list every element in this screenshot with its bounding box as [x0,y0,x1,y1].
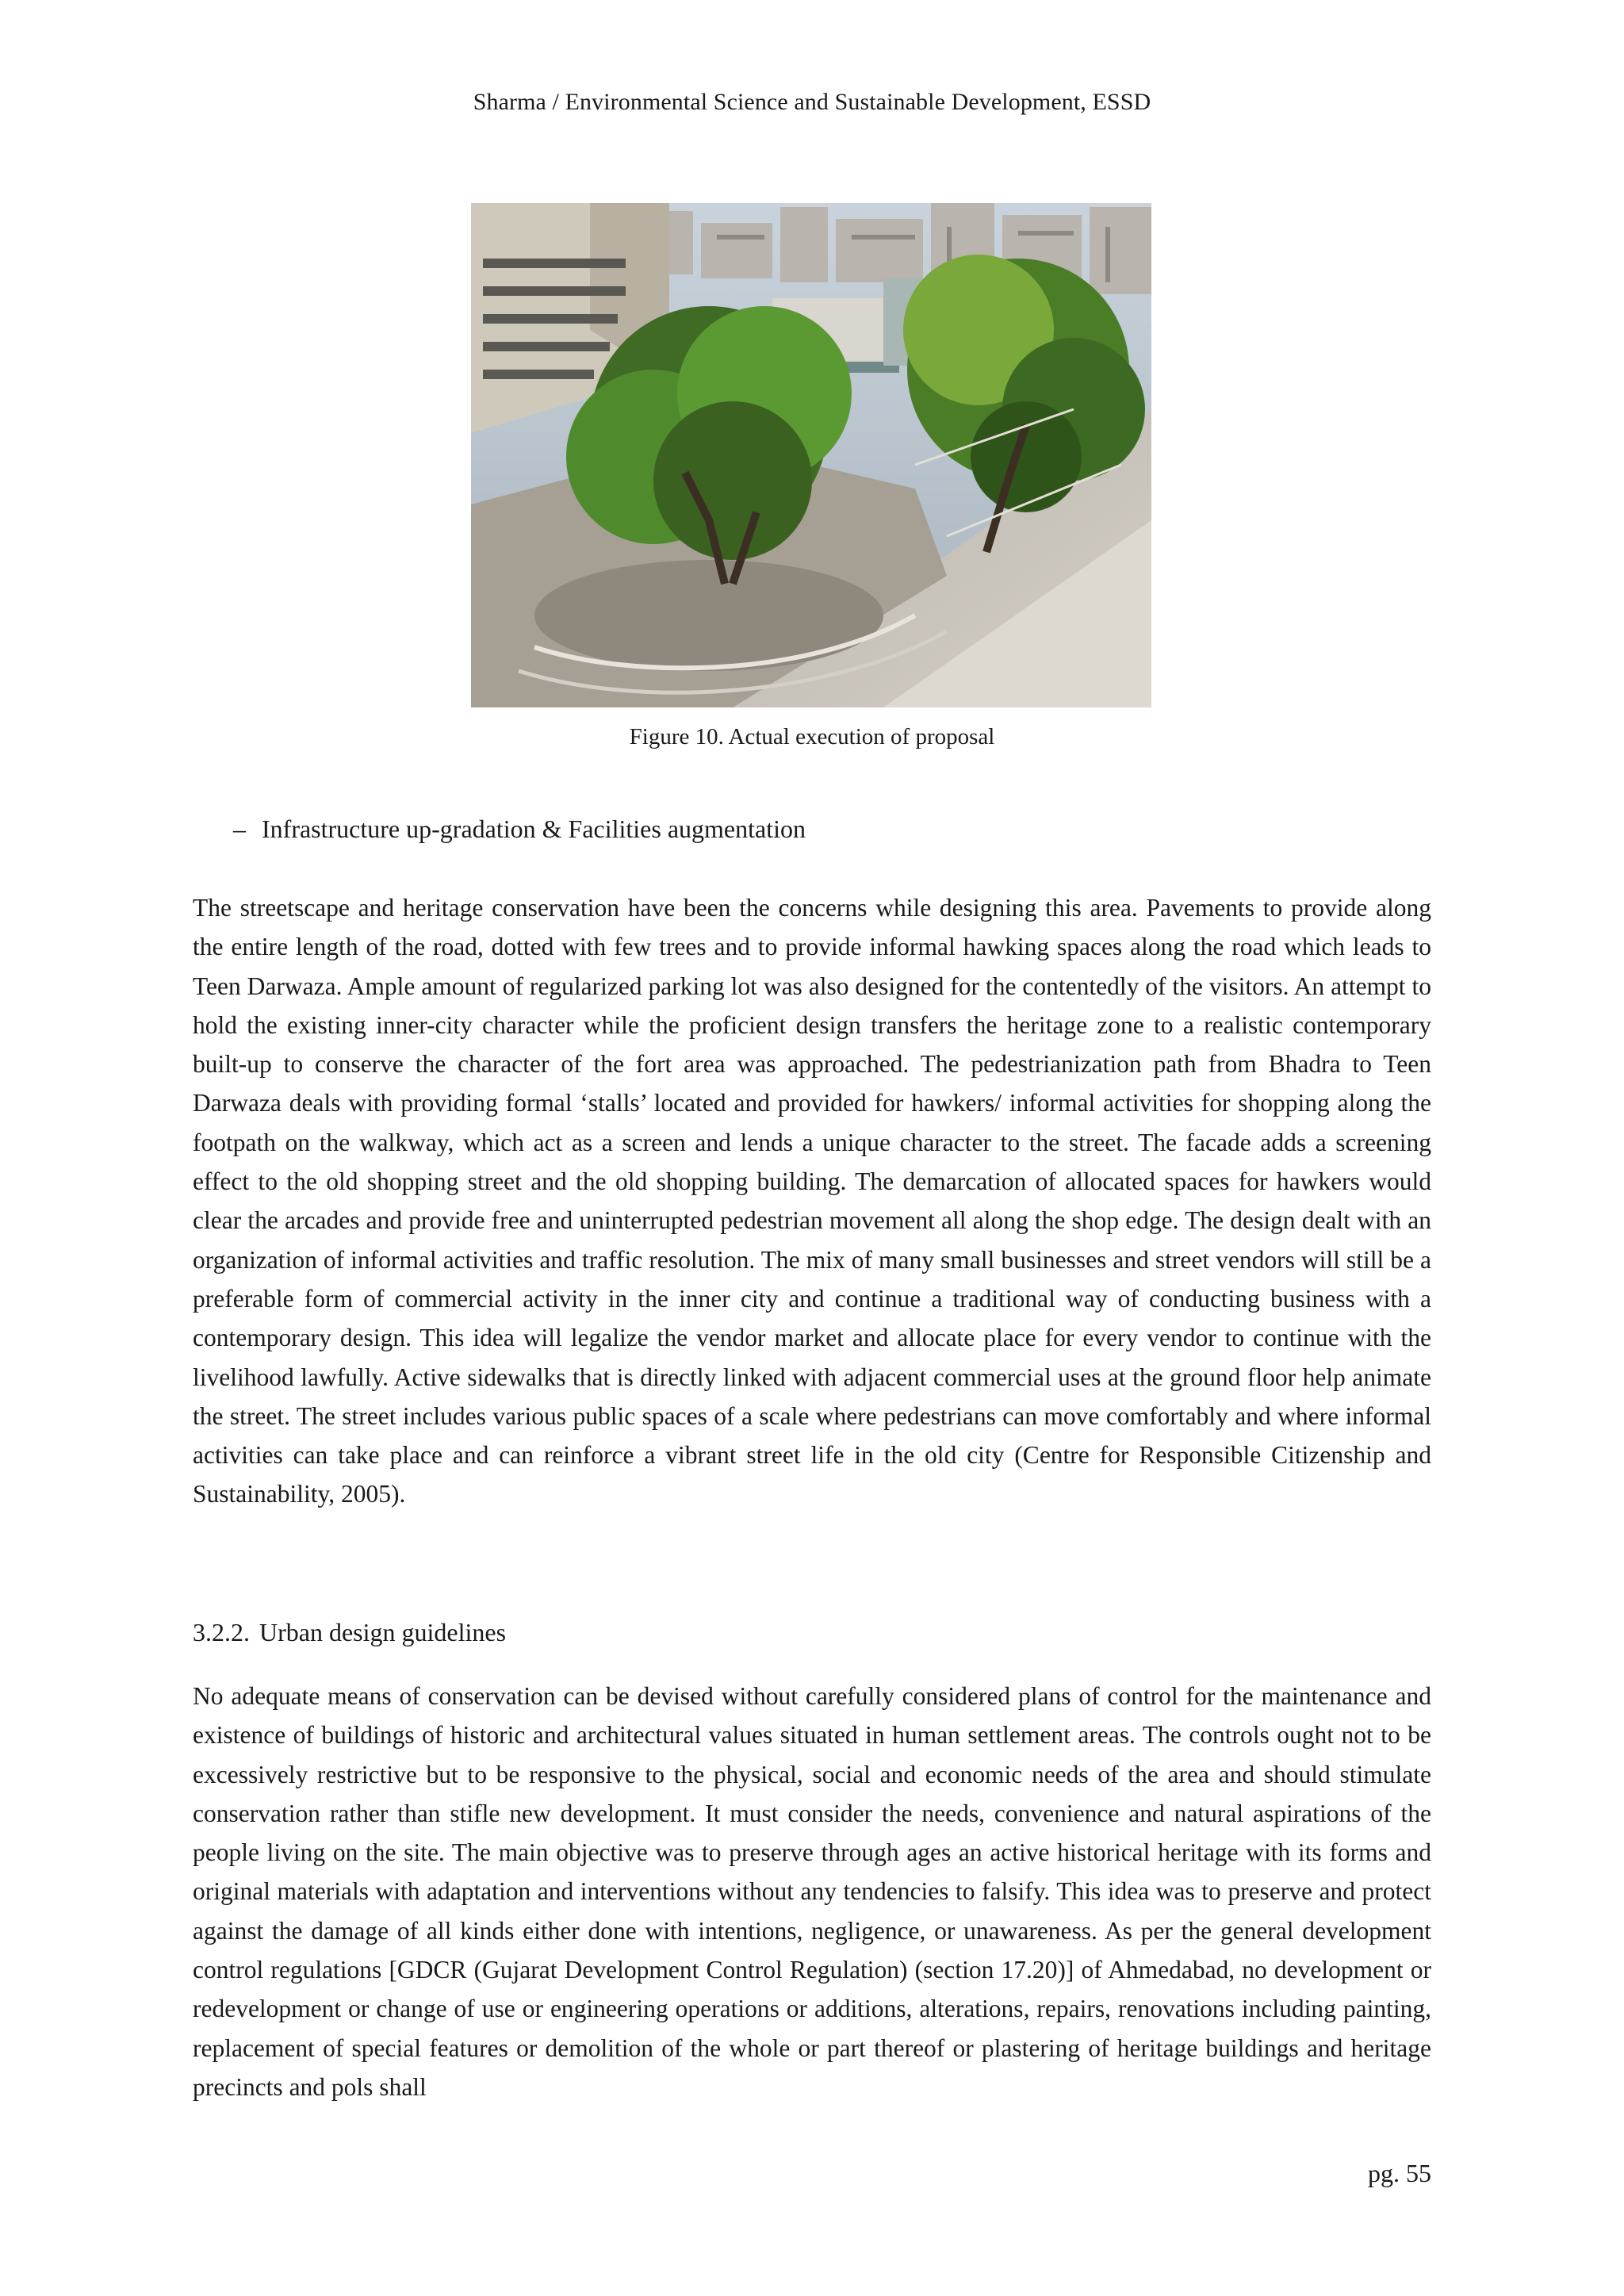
bullet-text: Infrastructure up-gradation & Facilities augmentation [262,815,806,843]
figure-photo [471,203,1151,707]
figure-caption: Figure 10. Actual execution of proposal [629,724,995,749]
section-title: Urban design guidelines [259,1618,507,1646]
aerial-street-photo [471,203,1151,707]
section-number: 3.2.2. [193,1618,250,1646]
bullet-dash: – [233,815,246,843]
running-header: Sharma / Environmental Science and Sustainable Development, ESSD [473,89,1151,115]
body-paragraph-2: No adequate means of conservation can be devised without carefully considered plans of control for the maintenance and existence of buildings of historic and architectural values situated in human settlement areas. The controls ought not to be excessively restrictive but to be responsive to the physical, social and economic needs of the area and should stimulate conservation rather than stifle new development. It must consider the needs, convenience and natural aspirations of the people living on the site. The main objective was to preserve through ages an active historical heritage with its forms and original materials with adaptation and interventions without any tendencies to falsify. This idea was to preserve and protect against the damage of all kinds either done with intentions, negligence, or unawareness. As per the general development control regulations [GDCR (Gujarat Development Control Regulation) (section 17.20)] of Ahmedabad, no development or redevelopment or change of use or engineering operations or additions, alterations, repairs, renovations including painting, replacement of special features or demolition of the whole or part thereof or plastering of heritage buildings and heritage precincts and pols shall [193,1682,1431,2101]
page-number: pg. 55 [1368,2159,1431,2187]
section-heading [193,1618,506,1647]
bullet-item [233,815,806,844]
body-paragraph-1: The streetscape and heritage conservation have been the concerns while designing this area. Pavements to provide along the entire length of the road, dotted with few trees and to provide informal hawking spaces along the road which leads to Teen Darwaza. Ample amount of regularized parking lot was also designed for the contentedly of the visitors. An attempt to hold the existing inner-city character while the proficient design transfers the heritage zone to a realistic contemporary built-up to conserve the character of the fort area was approached. The pedestrianization path from Bhadra to Teen Darwaza deals with providing formal ‘stalls’ located and provided for hawkers/ informal activities for shopping along the footpath on the walkway, which act as a screen and lends a unique character to the street. The facade adds a screening effect to the old shopping street and the old shopping building. The demarcation of allocated spaces for hawkers would clear the arcades and provide free and uninterrupted pedestrian movement all along the shop edge. The design dealt with an organization of informal activities and traffic resolution. The mix of many small businesses and street vendors will still be a preferable form of commercial activity in the inner city and continue a traditional way of conducting business with a contemporary design. This idea will legalize the vendor market and allocate place for every vendor to continue with the livelihood lawfully. Active sidewalks that is directly linked with adjacent commercial uses at the ground floor help animate the street. The street includes various public spaces of a scale where pedestrians can move comfortably and where informal activities can take place and can reinforce a vibrant street life in the old city (Centre for Responsible Citizenship and Sustainability, 2005). [193,894,1431,1508]
